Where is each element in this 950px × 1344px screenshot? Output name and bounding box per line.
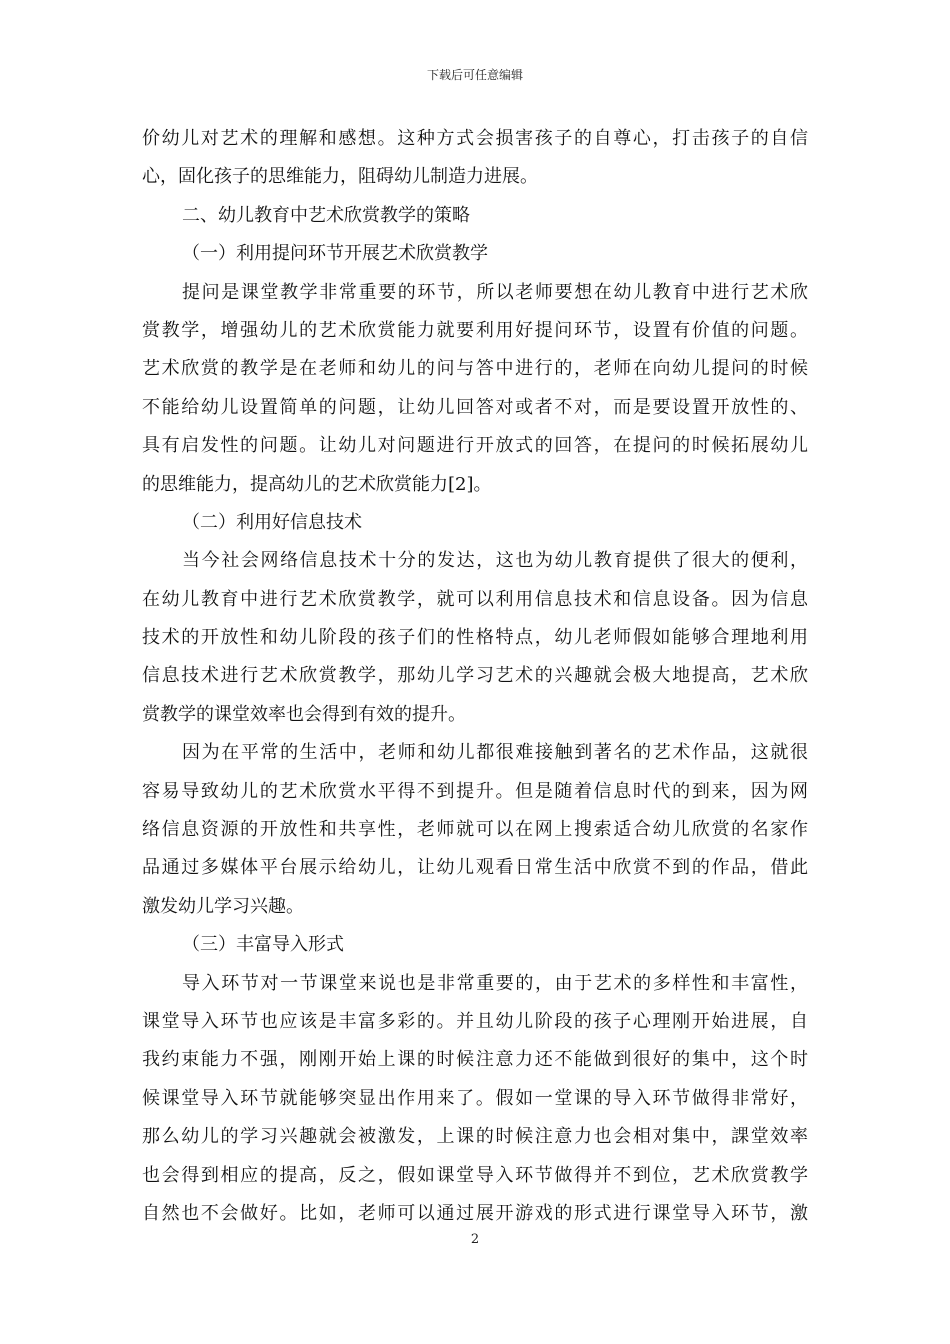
text-line: 因为在平常的生活中，老师和幼儿都很难接触到著名的艺术作品，这就很 [182, 742, 808, 764]
text-line: 我约束能力不强，刚刚开始上课的时候注意力还不能做到很好的集中，这个时 [142, 1049, 808, 1071]
page-number: 2 [470, 1232, 480, 1247]
text-line: 技术的开放性和幼儿阶段的孩子们的性格特点，幼儿老师假如能够合理地利用 [142, 627, 808, 649]
text-line: 也会得到相应的提高，反之，假如课堂导入环节做得并不到位，艺术欣赏教学 [142, 1164, 808, 1186]
subsection-heading: （二）利用好信息技术 [182, 511, 362, 533]
text-line: 当今社会网络信息技术十分的发达，这也为幼儿教育提供了很大的便利， [182, 550, 808, 572]
text-line: 容易导致幼儿的艺术欣赏水平得不到提升。但是随着信息时代的到来，因为网 [142, 780, 808, 802]
text-line: 赏教学的课堂效率也会得到有效的提升。 [142, 703, 466, 725]
subsection-heading: （三）丰富导入形式 [182, 934, 344, 956]
text-line: 导入环节对一节课堂来说也是非常重要的，由于艺术的多样性和丰富性， [182, 972, 808, 994]
subsection-heading: （一）利用提问环节开展艺术欣赏教学 [182, 243, 488, 265]
text-line: 艺术欣赏的教学是在老师和幼儿的问与答中进行的，老师在向幼儿提问的时候 [142, 358, 808, 380]
text-line: 心，固化孩子的思维能力，阻碍幼儿制造力进展。 [142, 166, 538, 188]
document-body [142, 120, 808, 1233]
text-line: 提问是课堂教学非常重要的环节，所以老师要想在幼儿教育中进行艺术欣 [182, 281, 808, 303]
text-line: 候课堂导入环节就能够突显出作用来了。假如一堂课的导入环节做得非常好， [142, 1087, 808, 1109]
text-line: 在幼儿教育中进行艺术欣赏教学，就可以利用信息技术和信息设备。因为信息 [142, 588, 808, 610]
text-line: 赏教学，增强幼儿的艺术欣赏能力就要利用好提问环节，设置有价值的问题。 [142, 319, 808, 341]
text-line: 络信息资源的开放性和共享性，老师就可以在网上搜索适合幼儿欣赏的名家作 [142, 819, 808, 841]
text-line: 不能给幼儿设置简单的问题，让幼儿回答对或者不对，而是要设置开放性的、 [142, 396, 808, 418]
text-line: 具有启发性的问题。让幼儿对问题进行开放式的回答，在提问的时候拓展幼儿 [142, 435, 808, 457]
page-header: 下载后可任意编辑 [426, 68, 523, 82]
text-line: 课堂导入环节也应该是丰富多彩的。并且幼儿阶段的孩子心理刚开始进展，自 [142, 1010, 808, 1032]
text-line: 信息技术进行艺术欣赏教学，那幼儿学习艺术的兴趣就会极大地提高，艺术欣 [142, 665, 808, 687]
text-line: 品通过多媒体平台展示给幼儿，让幼儿观看日常生活中欣赏不到的作品，借此 [142, 857, 808, 879]
text-line: 的思维能力，提高幼儿的艺术欣赏能力[2]。 [142, 473, 492, 495]
text-line: 激发幼儿学习兴趣。 [142, 895, 304, 917]
section-heading: 二、幼儿教育中艺术欣赏教学的策略 [182, 204, 470, 226]
text-line: 价幼儿对艺术的理解和感想。这种方式会损害孩子的自尊心，打击孩子的自信 [142, 128, 808, 149]
text-line: 自然也不会做好。比如，老师可以通过展开游戏的形式进行课堂导入环节，激 [142, 1202, 808, 1224]
text-line: 那么幼儿的学习兴趣就会被激发，上课的时候注意力也会相对集中，課堂效率 [142, 1126, 808, 1148]
